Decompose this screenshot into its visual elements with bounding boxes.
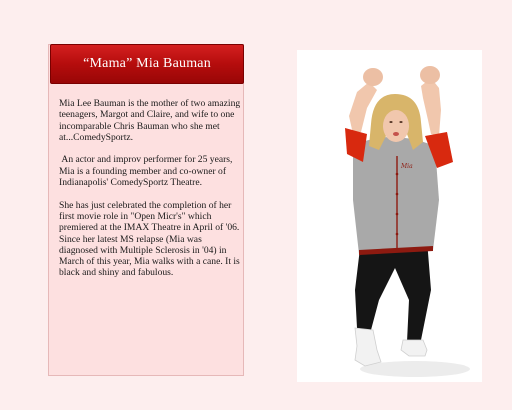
jersey-script: Mia	[401, 163, 413, 170]
jersey-button	[396, 233, 399, 236]
portrait-illustration	[297, 50, 482, 382]
pants	[355, 240, 431, 342]
left-sleeve	[345, 128, 367, 162]
left-eye	[389, 121, 392, 123]
page-title: “Mama” Mia Bauman	[83, 56, 211, 71]
bio-paragraph-1: Mia Lee Bauman is the mother of two amazing teenagers, Margot and Claire, and wife to one incomparable Chris Bauman who she met at...ComedySportz.	[59, 98, 241, 143]
face	[383, 110, 409, 142]
left-shoe	[355, 328, 381, 366]
right-shoe	[401, 340, 427, 356]
mouth	[393, 132, 399, 136]
portrait-photo	[297, 50, 482, 382]
jersey-button	[396, 213, 399, 216]
right-eye	[399, 121, 402, 123]
right-fist	[420, 66, 440, 84]
right-arm	[421, 78, 441, 136]
jersey-button	[396, 173, 399, 176]
jersey-button	[396, 193, 399, 196]
bio-text	[59, 98, 241, 290]
bio-header	[50, 44, 244, 84]
bio-paragraph-2: An actor and improv performer for 25 years, Mia is a founding member and co-owner of Indianapolis' ComedySportz Theatre.	[59, 154, 233, 189]
bio-paragraph-3: She has just celebrated the completion of her first movie role in "Open Micr's" which premiered at the IMAX Theatre in April of '06. Since her latest MS relapse (Mia was diagnosed with Multiple Sclerosis in '04) in March of this year, Mia walks with a cane. It is black and shiny and fabulous.	[59, 199, 240, 279]
left-fist	[363, 68, 383, 86]
jersey	[353, 137, 439, 254]
